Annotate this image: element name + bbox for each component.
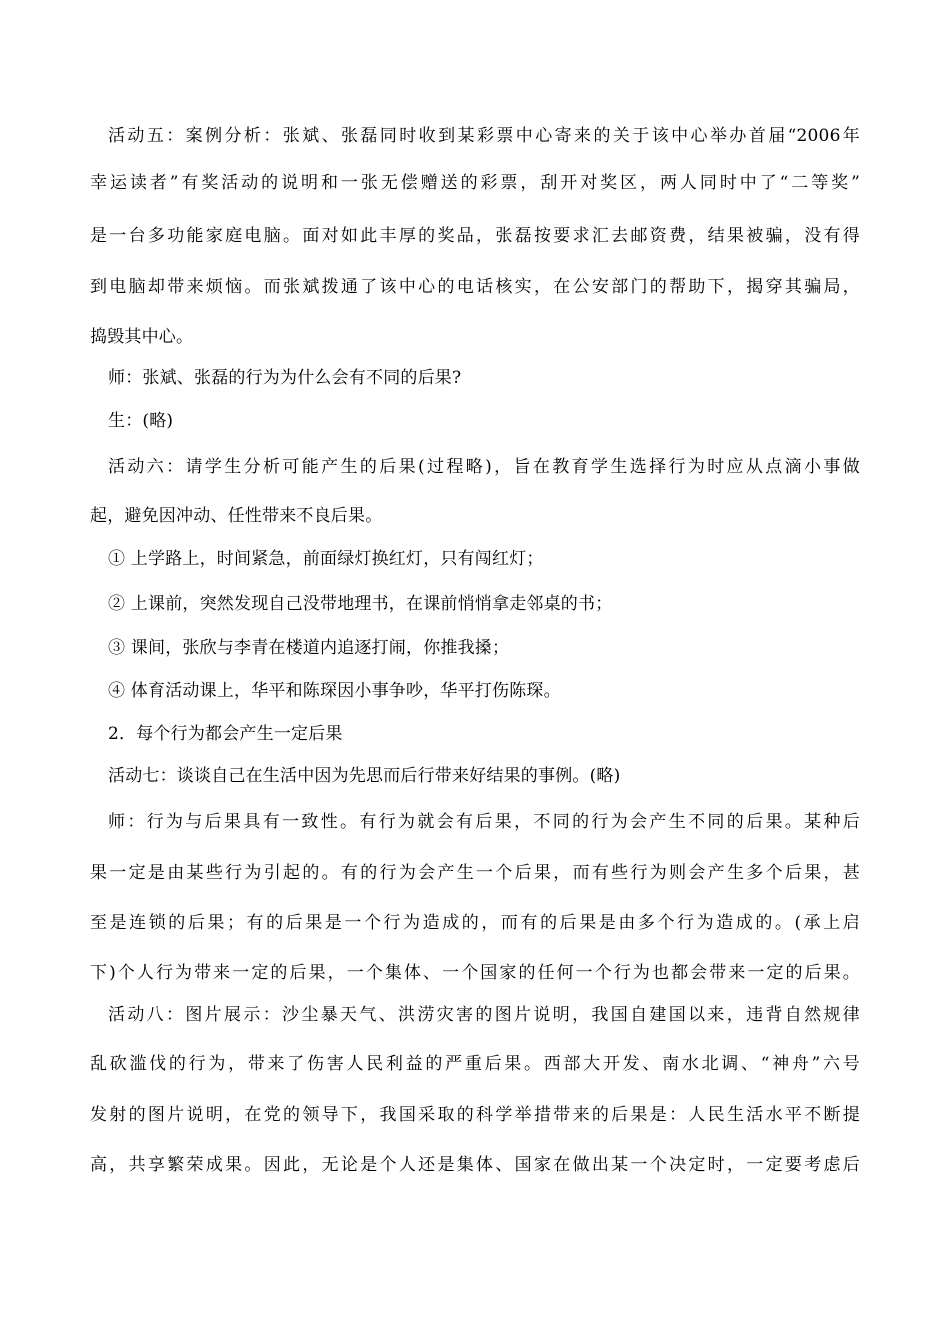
teacher-summary-line-3: 至是连锁的后果；有的后果是一个行为造成的，而有的后果是由多个行为造成的。(承上启: [90, 913, 860, 933]
activity-8-line-3: 发射的图片说明，在党的领导下，我国采取的科学举措带来的后果是：人民生活水平不断提: [90, 1105, 860, 1125]
activity-5-line-4: 到电脑却带来烦恼。而张斌拨通了该中心的电话核实，在公安部门的帮助下，揭穿其骗局，: [90, 277, 860, 297]
activity-8-line-1: 活动八：图片展示：沙尘暴天气、洪涝灾害的图片说明，我国自建国以来，违背自然规律: [108, 1005, 860, 1025]
activity-5-line-1: 活动五：案例分析：张斌、张磊同时收到某彩票中心寄来的关于该中心举办首届“2006年: [108, 126, 860, 146]
teacher-summary-line-2: 果一定是由某些行为引起的。有的行为会产生一个后果，而有些行为则会产生多个后果，甚: [90, 863, 860, 883]
scenario-item-1: ① 上学路上，时间紧急，前面绿灯换红灯，只有闯红灯；: [108, 549, 544, 569]
scenario-item-4: ④ 体育活动课上，华平和陈琛因小事争吵，华平打伤陈琛。: [108, 681, 561, 701]
activity-8-line-2: 乱砍滥伐的行为，带来了伤害人民利益的严重后果。西部大开发、南水北调、“神舟”六号: [90, 1054, 860, 1074]
activity-5-line-2: 幸运读者”有奖活动的说明和一张无偿赠送的彩票，刮开对奖区，两人同时中了“二等奖”: [90, 173, 860, 193]
teacher-summary-line-1: 师：行为与后果具有一致性。有行为就会有后果，不同的行为会产生不同的后果。某种后: [108, 812, 860, 832]
student-answer: 生：(略): [108, 411, 174, 431]
scenario-item-3: ③ 课间，张欣与李青在楼道内追逐打闹，你推我搡；: [108, 638, 510, 658]
activity-6-line-1: 活动六：请学生分析可能产生的后果(过程略)，旨在教育学生选择行为时应从点滴小事做: [108, 457, 860, 477]
activity-8-line-4: 高，共享繁荣成果。因此，无论是个人还是集体、国家在做出某一个决定时，一定要考虑后: [90, 1155, 860, 1175]
teacher-question: 师：张斌、张磊的行为为什么会有不同的后果?: [108, 368, 462, 388]
teacher-summary-line-4: 下)个人行为带来一定的后果，一个集体、一个国家的任何一个行为也都会带来一定的后果。: [90, 963, 860, 983]
activity-5-line-5: 捣毁其中心。: [90, 327, 194, 347]
activity-6-line-2: 起，避免因冲动、任性带来不良后果。: [90, 506, 383, 526]
section-heading-2: 2．每个行为都会产生一定后果: [108, 724, 343, 744]
activity-5-line-3: 是一台多功能家庭电脑。面对如此丰厚的奖品，张磊按要求汇去邮资费，结果被骗，没有得: [90, 226, 860, 246]
activity-7-line: 活动七：谈谈自己在生活中因为先思而后行带来好结果的事例。(略): [108, 766, 621, 786]
scenario-item-2: ② 上课前，突然发现自己没带地理书，在课前悄悄拿走邻桌的书；: [108, 594, 613, 614]
